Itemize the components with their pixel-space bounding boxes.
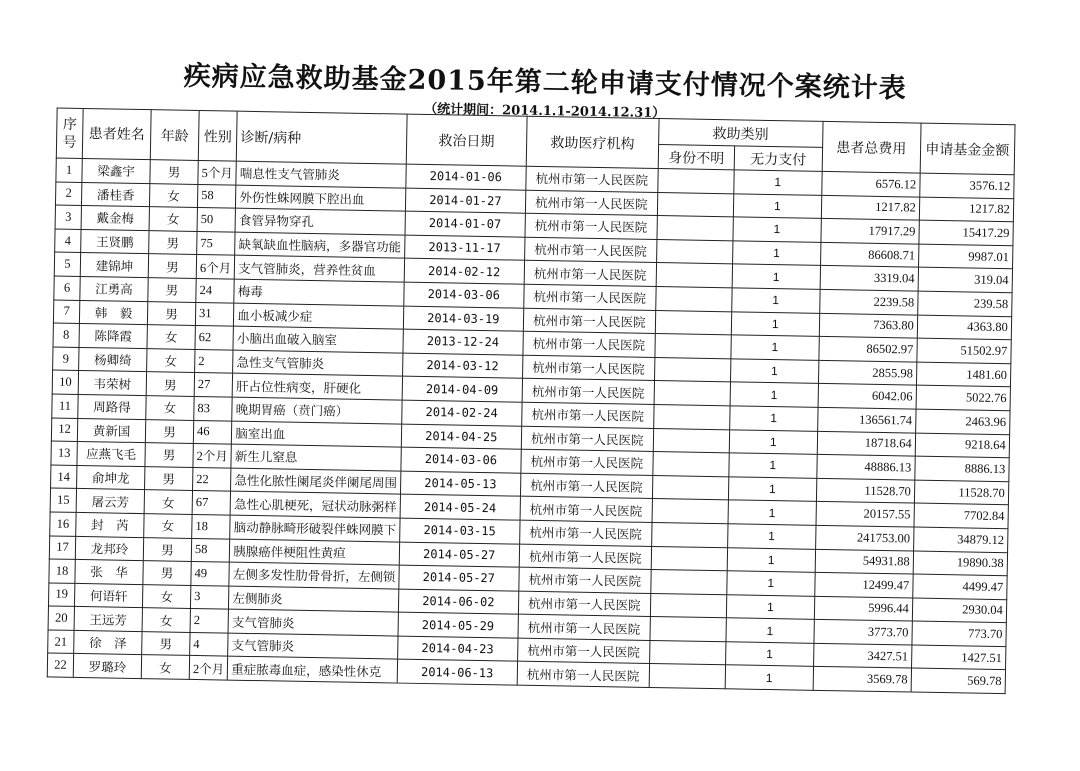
cell-no: 22 — [47, 653, 73, 677]
cell-age: 2个月 — [189, 656, 228, 680]
cell-gender: 女 — [149, 207, 197, 231]
cell-type-unknown — [651, 570, 727, 595]
cell-treatment-date: 2014-02-24 — [401, 400, 521, 426]
cell-total-cost: 241753.00 — [815, 525, 913, 550]
cell-treatment-date: 2013-11-17 — [404, 235, 524, 261]
cell-hospital: 杭州市第一人民医院 — [525, 190, 657, 216]
cell-gender: 女 — [147, 348, 195, 372]
header-name: 患者姓名 — [82, 108, 151, 159]
cell-type-unknown — [649, 640, 725, 665]
cell-treatment-date: 2014-03-15 — [399, 518, 519, 544]
cell-patient-name: 戴金梅 — [81, 206, 149, 231]
cell-age: 49 — [191, 562, 230, 586]
cell-gender: 男 — [149, 230, 197, 254]
cell-type-unable: 1 — [730, 382, 818, 407]
cell-hospital: 杭州市第一人民医院 — [519, 544, 651, 570]
cell-no: 5 — [54, 252, 80, 276]
cell-type-unable: 1 — [727, 571, 815, 596]
cell-fund-amount: 3576.12 — [920, 173, 1014, 198]
cell-type-unknown — [657, 192, 733, 217]
cell-treatment-date: 2014-03-06 — [404, 282, 524, 308]
cell-type-unable: 1 — [731, 335, 819, 360]
cell-total-cost: 136561.74 — [817, 407, 915, 432]
cell-diagnosis: 左侧多发性肋骨骨折，左侧锁 — [229, 562, 399, 589]
cell-patient-name: 江勇高 — [80, 276, 148, 301]
cell-fund-amount: 19890.38 — [913, 551, 1007, 576]
cell-gender: 女 — [144, 514, 192, 538]
cell-treatment-date: 2014-03-19 — [403, 306, 523, 332]
cell-type-unable: 1 — [732, 288, 820, 313]
cell-type-unable: 1 — [728, 500, 816, 525]
cell-type-unknown — [649, 664, 725, 689]
cell-gender: 男 — [148, 278, 196, 302]
cell-fund-amount: 1427.51 — [911, 645, 1005, 670]
cell-age: 31 — [195, 302, 234, 326]
cell-gender: 女 — [142, 584, 190, 608]
cell-treatment-date: 2014-05-13 — [400, 471, 520, 497]
header-date: 救治日期 — [406, 114, 527, 166]
cell-hospital: 杭州市第一人民医院 — [523, 308, 655, 334]
cell-total-cost: 1217.82 — [821, 195, 919, 220]
cell-fund-amount: 319.04 — [918, 267, 1012, 292]
cell-fund-amount: 34879.12 — [913, 527, 1007, 552]
cell-age: 4 — [190, 632, 229, 656]
cell-diagnosis: 急性支气管肺炎 — [233, 350, 403, 377]
cell-type-unknown — [655, 334, 731, 359]
cell-type-unable: 1 — [728, 477, 816, 502]
cell-hospital: 杭州市第一人民医院 — [522, 379, 654, 405]
cell-type-unknown — [652, 475, 728, 500]
cell-patient-name: 陈降霞 — [79, 324, 147, 349]
cell-diagnosis: 梅毒 — [234, 279, 404, 306]
cell-patient-name: 徐 泽 — [74, 630, 142, 655]
cell-type-unable: 1 — [729, 429, 817, 454]
header-age: 年龄 — [150, 110, 199, 161]
cell-no: 18 — [49, 559, 75, 583]
cell-total-cost: 3427.51 — [813, 643, 911, 668]
cell-total-cost: 12499.47 — [815, 572, 913, 597]
cell-gender: 男 — [148, 254, 196, 278]
cell-no: 13 — [51, 441, 77, 465]
cell-patient-name: 应燕飞毛 — [77, 442, 145, 467]
cell-type-unknown — [653, 452, 729, 477]
cell-treatment-date: 2014-04-23 — [397, 636, 517, 662]
cell-hospital: 杭州市第一人民医院 — [522, 355, 654, 381]
cell-hospital: 杭州市第一人民医院 — [520, 473, 652, 499]
cell-type-unable: 1 — [729, 453, 817, 478]
cell-fund-amount: 239.58 — [917, 291, 1011, 316]
cell-total-cost: 2239.58 — [819, 289, 917, 314]
cell-age: 24 — [196, 278, 235, 302]
cell-hospital: 杭州市第一人民医院 — [520, 496, 652, 522]
cell-no: 14 — [51, 465, 77, 489]
cell-fund-amount: 5022.76 — [916, 385, 1010, 410]
cell-patient-name: 屠云芳 — [76, 489, 144, 514]
cell-diagnosis: 急性化脓性阑尾炎伴阑尾周围 — [231, 468, 401, 495]
cell-diagnosis: 脑动静脉畸形破裂伴蛛网膜下 — [230, 515, 400, 542]
header-type-unknown: 身份不明 — [658, 145, 734, 170]
cell-no: 20 — [48, 606, 74, 630]
cell-no: 16 — [50, 512, 76, 536]
cell-gender: 男 — [146, 372, 194, 396]
header-type-unable: 无力支付 — [734, 146, 822, 172]
cell-type-unknown — [655, 310, 731, 335]
cell-fund-amount: 2463.96 — [915, 409, 1009, 434]
cell-hospital: 杭州市第一人民医院 — [525, 213, 657, 239]
cell-diagnosis: 食管异物穿孔 — [235, 208, 405, 235]
cell-age: 67 — [192, 491, 231, 515]
header-diagnosis: 诊断/病种 — [237, 111, 407, 164]
cell-hospital: 杭州市第一人民医院 — [521, 426, 653, 452]
cell-treatment-date: 2014-01-07 — [405, 211, 525, 237]
cell-fund-amount: 4499.47 — [913, 574, 1007, 599]
cell-diagnosis: 肝占位性病变，肝硬化 — [232, 373, 402, 400]
cell-no: 9 — [53, 347, 79, 371]
cell-fund-amount: 51502.97 — [917, 338, 1011, 363]
cell-fund-amount: 1481.60 — [916, 362, 1010, 387]
cell-patient-name: 罗璐玲 — [73, 654, 141, 679]
cell-diagnosis: 重症脓毒血症，感染性休克 — [227, 657, 397, 684]
cell-diagnosis: 胰腺癌伴梗阻性黄疸 — [230, 539, 400, 566]
cell-type-unknown — [651, 546, 727, 571]
cell-diagnosis: 支气管肺炎 — [228, 609, 398, 636]
cell-diagnosis: 脑室出血 — [232, 421, 402, 448]
cell-no: 6 — [54, 276, 80, 300]
cell-type-unable: 1 — [731, 311, 819, 336]
document-title: 疾病应急救助基金2015年第二轮申请支付情况个案统计表 — [183, 60, 907, 105]
header-hospital: 救助医疗机构 — [526, 116, 659, 168]
cell-type-unable: 1 — [734, 170, 822, 195]
cell-age: 5个月 — [198, 161, 237, 185]
cell-treatment-date: 2014-03-06 — [401, 447, 521, 473]
cell-gender: 女 — [147, 325, 195, 349]
cell-type-unable: 1 — [730, 359, 818, 384]
cell-gender: 男 — [143, 561, 191, 585]
cell-type-unknown — [656, 239, 732, 264]
cell-patient-name: 韦荣树 — [78, 371, 146, 396]
cell-type-unknown — [650, 617, 726, 642]
cell-patient-name: 周路得 — [78, 394, 146, 419]
cell-no: 21 — [48, 630, 74, 654]
cell-treatment-date: 2014-05-29 — [398, 612, 518, 638]
cell-patient-name: 封 芮 — [76, 512, 144, 537]
cell-age: 2个月 — [193, 444, 232, 468]
cell-gender: 女 — [141, 655, 189, 679]
cell-patient-name: 王贤鹏 — [81, 229, 149, 254]
cell-gender: 男 — [145, 419, 193, 443]
cell-total-cost: 20157.55 — [816, 502, 914, 527]
cell-fund-amount: 11528.70 — [914, 480, 1008, 505]
header-type-group: 救助类别 — [658, 119, 822, 148]
cell-treatment-date: 2014-05-24 — [400, 494, 520, 520]
cell-age: 50 — [197, 208, 236, 232]
cell-diagnosis: 左侧肺炎 — [229, 586, 399, 613]
cell-patient-name: 王远芳 — [74, 607, 142, 632]
cell-gender: 男 — [142, 631, 190, 655]
cell-diagnosis: 支气管肺炎 — [228, 633, 398, 660]
cell-fund-amount: 8886.13 — [915, 456, 1009, 481]
cell-age: 75 — [197, 231, 236, 255]
cell-patient-name: 杨卿绮 — [79, 347, 147, 372]
cell-age: 2 — [190, 609, 229, 633]
cell-hospital: 杭州市第一人民医院 — [519, 520, 651, 546]
cell-treatment-date: 2014-01-27 — [405, 188, 525, 214]
cell-treatment-date: 2014-04-09 — [402, 376, 522, 402]
cell-diagnosis: 缺氧缺血性脑病，多器官功能 — [235, 232, 405, 259]
cell-type-unknown — [656, 286, 732, 311]
cell-diagnosis: 喘息性支气管肺炎 — [236, 161, 406, 188]
cell-age: 62 — [195, 326, 234, 350]
cell-no: 19 — [48, 583, 74, 607]
cell-treatment-date: 2014-04-25 — [401, 424, 521, 450]
cell-gender: 女 — [142, 608, 190, 632]
cell-gender: 女 — [144, 490, 192, 514]
cell-total-cost: 7363.80 — [819, 313, 917, 338]
cell-hospital: 杭州市第一人民医院 — [524, 237, 656, 263]
cell-age: 22 — [193, 467, 232, 491]
cell-type-unable: 1 — [726, 594, 814, 619]
cell-type-unable: 1 — [725, 665, 813, 690]
cell-fund-amount: 15417.29 — [919, 220, 1013, 245]
cell-hospital: 杭州市第一人民医院 — [518, 591, 650, 617]
header-fund: 申请基金金额 — [920, 123, 1015, 175]
cell-type-unable: 1 — [727, 524, 815, 549]
cell-type-unknown — [657, 216, 733, 241]
cell-patient-name: 俞坤龙 — [77, 465, 145, 490]
cell-patient-name: 龙邦玲 — [75, 536, 143, 561]
cell-hospital: 杭州市第一人民医院 — [521, 449, 653, 475]
cell-treatment-date: 2013-12-24 — [403, 329, 523, 355]
cell-age: 83 — [194, 396, 233, 420]
cell-hospital: 杭州市第一人民医院 — [521, 402, 653, 428]
header-no: 序号 — [56, 108, 83, 158]
cell-fund-amount: 9218.64 — [915, 433, 1009, 458]
cell-gender: 女 — [146, 396, 194, 420]
cell-no: 1 — [56, 158, 82, 182]
cell-treatment-date: 2014-05-27 — [399, 542, 519, 568]
cell-hospital: 杭州市第一人民医院 — [517, 638, 649, 664]
cell-hospital: 杭州市第一人民医院 — [524, 261, 656, 287]
header-gender: 性别 — [198, 111, 237, 162]
cell-gender: 男 — [145, 443, 193, 467]
cell-age: 18 — [192, 514, 231, 538]
cell-type-unable: 1 — [725, 642, 813, 667]
cell-type-unknown — [653, 428, 729, 453]
cell-type-unable: 1 — [727, 547, 815, 572]
cell-hospital: 杭州市第一人民医院 — [523, 331, 655, 357]
cell-hospital: 杭州市第一人民医院 — [517, 662, 649, 688]
cell-type-unknown — [650, 593, 726, 618]
cell-no: 12 — [51, 418, 77, 442]
cell-fund-amount: 1217.82 — [919, 197, 1013, 222]
cell-total-cost: 86502.97 — [819, 337, 917, 362]
cell-total-cost: 17917.29 — [821, 219, 919, 244]
cell-no: 4 — [55, 229, 81, 253]
cell-hospital: 杭州市第一人民医院 — [518, 614, 650, 640]
cell-total-cost: 3773.70 — [814, 620, 912, 645]
cell-total-cost: 86608.71 — [820, 242, 918, 267]
cell-patient-name: 张 华 — [75, 560, 143, 585]
cell-no: 3 — [55, 205, 81, 229]
cell-treatment-date: 2014-06-02 — [398, 589, 518, 615]
cell-age: 46 — [193, 420, 232, 444]
cell-type-unable: 1 — [729, 406, 817, 431]
cell-total-cost: 3319.04 — [820, 266, 918, 291]
statistics-period: （统计期间：2014.1.1-2014.12.31） — [423, 101, 666, 122]
cell-patient-name: 梁鑫宇 — [82, 158, 150, 183]
cell-fund-amount: 773.70 — [912, 621, 1006, 646]
cell-gender: 男 — [150, 160, 198, 184]
cell-total-cost: 6042.06 — [818, 384, 916, 409]
case-statistics-table — [47, 108, 1016, 695]
cell-fund-amount: 4363.80 — [917, 315, 1011, 340]
cell-age: 58 — [197, 184, 236, 208]
cell-type-unknown — [654, 381, 730, 406]
cell-age: 2 — [195, 349, 234, 373]
cell-no: 15 — [50, 488, 76, 512]
cell-total-cost: 18718.64 — [817, 431, 915, 456]
cell-treatment-date: 2014-06-13 — [397, 660, 517, 686]
cell-type-unknown — [651, 522, 727, 547]
cell-diagnosis: 小脑出血破入脑室 — [233, 326, 403, 353]
cell-type-unable: 1 — [732, 264, 820, 289]
cell-fund-amount: 569.78 — [911, 668, 1005, 693]
table-body — [47, 158, 1014, 694]
cell-gender: 男 — [147, 301, 195, 325]
cell-diagnosis: 支气管肺炎，营养性贫血 — [234, 256, 404, 283]
cell-total-cost: 54931.88 — [815, 549, 913, 574]
cell-diagnosis: 血小板减少症 — [234, 303, 404, 330]
cell-no: 8 — [53, 323, 79, 347]
cell-age: 27 — [194, 373, 233, 397]
cell-total-cost: 11528.70 — [816, 478, 914, 503]
cell-type-unable: 1 — [733, 193, 821, 218]
cell-gender: 男 — [145, 466, 193, 490]
cell-diagnosis: 晚期胃癌（贲门癌） — [232, 397, 402, 424]
cell-gender: 男 — [143, 537, 191, 561]
cell-patient-name: 黄新国 — [77, 418, 145, 443]
cell-type-unable: 1 — [726, 618, 814, 643]
cell-type-unknown — [654, 357, 730, 382]
cell-no: 2 — [55, 182, 81, 206]
cell-total-cost: 48886.13 — [817, 454, 915, 479]
cell-age: 58 — [191, 538, 230, 562]
cell-total-cost: 5996.44 — [814, 596, 912, 621]
cell-treatment-date: 2014-02-12 — [404, 258, 524, 284]
cell-treatment-date: 2014-03-12 — [402, 353, 522, 379]
header-total: 患者总费用 — [822, 121, 921, 173]
cell-no: 17 — [49, 535, 75, 559]
cell-type-unable: 1 — [733, 217, 821, 242]
cell-fund-amount: 7702.84 — [914, 503, 1008, 528]
cell-total-cost: 3569.78 — [813, 667, 911, 692]
cell-no: 11 — [52, 394, 78, 418]
cell-total-cost: 6576.12 — [822, 171, 920, 196]
cell-patient-name: 建锦坤 — [80, 253, 148, 278]
cell-patient-name: 潘桂香 — [81, 182, 149, 207]
cell-diagnosis: 新生儿窒息 — [231, 444, 401, 471]
cell-age: 6个月 — [196, 255, 235, 279]
cell-fund-amount: 9987.01 — [918, 244, 1012, 269]
cell-diagnosis: 急性心肌梗死，冠状动脉粥样 — [230, 491, 400, 518]
cell-total-cost: 2855.98 — [818, 360, 916, 385]
cell-type-unknown — [653, 404, 729, 429]
cell-hospital: 杭州市第一人民医院 — [526, 166, 658, 192]
cell-type-unknown — [658, 169, 734, 194]
cell-type-unknown — [656, 263, 732, 288]
cell-treatment-date: 2014-05-27 — [399, 565, 519, 591]
cell-type-unable: 1 — [732, 241, 820, 266]
cell-no: 7 — [53, 300, 79, 324]
cell-treatment-date: 2014-01-06 — [406, 164, 526, 190]
cell-hospital: 杭州市第一人民医院 — [524, 284, 656, 310]
cell-gender: 女 — [149, 183, 197, 207]
cell-type-unknown — [652, 499, 728, 524]
cell-diagnosis: 外伤性蛛网膜下腔出血 — [236, 185, 406, 212]
cell-fund-amount: 2930.04 — [912, 598, 1006, 623]
cell-age: 3 — [190, 585, 229, 609]
cell-no: 10 — [52, 370, 78, 394]
cell-patient-name: 韩 毅 — [79, 300, 147, 325]
cell-hospital: 杭州市第一人民医院 — [519, 567, 651, 593]
cell-patient-name: 何语轩 — [74, 583, 142, 608]
